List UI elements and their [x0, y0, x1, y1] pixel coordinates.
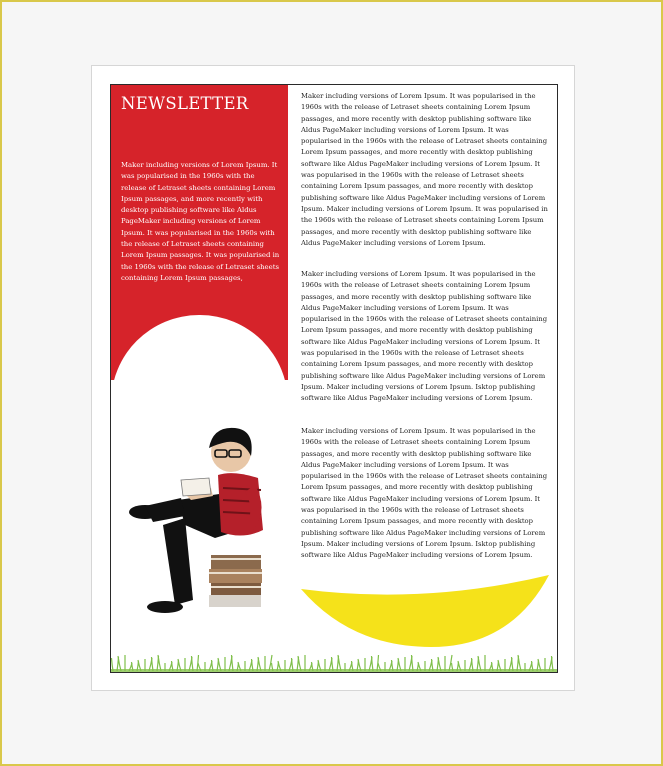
paragraph-text: Maker including versions of Lorem Ipsum. It was popularised in the 1960s with the release of Letraset sheets containing Lorem Ipsum passages, and more recently with desktop publishing software like Aldus PageMaker including versions of Lorem Ipsum. It was popularised in the 1960s with the release of Letraset sheets containing Lorem Ipsum passages, and more recently with desktop publishing software like Aldus PageMaker including versions of Lorem Ipsum. It was popularised in the 1960s with the release of Letraset sheets containing Lorem Ipsum passages, and more recently with desktop publishing software like Aldus PageMaker including versions of Lorem Ipsum. Maker including versions of Lorem Ipsum. It was popularised in the 1960s with the release of Letraset sheets containing Lorem Ipsum passages, and more recently with desktop publishing software like Aldus PageMaker including versions of Lorem Ipsum. — [301, 92, 548, 247]
boy-reading-on-books-illustration — [123, 400, 293, 615]
column-paragraph-3 — [301, 426, 548, 562]
yellow-smile-shape — [301, 575, 549, 655]
column-paragraph-2 — [301, 269, 548, 405]
paragraph-text: Maker including versions of Lorem Ipsum. It was popularised in the 1960s with the release of Letraset sheets containing Lorem Ipsum passages, and more recently with desktop publishing software like Aldus PageMaker including versions of Lorem Ipsum. It was popularised in the 1960s with the release of Letraset sheets containing Lorem Ipsum passages, and more recently with desktop publishing software like Aldus PageMaker including versions of Lorem Ipsum. It was popularised in the 1960s with the release of Letraset sheets containing Lorem Ipsum passages, and more recently with desktop publishing software like Aldus PageMaker including versions of Lorem Ipsum. Maker including versions of Lorem Ipsum. Isktop publishing software like Aldus PageMaker including versions of Lorem Ipsum. — [301, 427, 548, 560]
column-paragraph-1 — [301, 91, 548, 249]
newsletter-page — [91, 65, 575, 691]
page-inner-border — [110, 84, 558, 673]
grass-border — [111, 652, 557, 672]
newsletter-title: NEWSLETTER — [121, 94, 249, 113]
intro-text: Maker including versions of Lorem Ipsum. It was popularised in the 1960s with the release of Letraset sheets containing Lorem Ipsum passages, and more recently with desktop publishing software like Aldus PageMaker including versions of Lorem Ipsum. It was popularised in the 1960s with the release of Letraset sheets containing Lorem Ipsum passages. It was popularised in the 1960s with the release of Letraset sheets containing Lorem Ipsum passages, — [121, 161, 280, 282]
paragraph-text: Maker including versions of Lorem Ipsum. It was popularised in the 1960s with the release of Letraset sheets containing Lorem Ipsum passages, and more recently with desktop publishing software like Aldus PageMaker including versions of Lorem Ipsum. It was popularised in the 1960s with the release of Letraset sheets containing Lorem Ipsum passages, and more recently with desktop publishing software like Aldus PageMaker including versions of Lorem Ipsum. It was popularised in the 1960s with the release of Letraset sheets containing Lorem Ipsum passages, and more recently with desktop publishing software like Aldus PageMaker including versions of Lorem Ipsum. Maker including versions of Lorem Ipsum. Isktop publishing software like Aldus PageMaker including versions of Lorem Ipsum. — [301, 270, 548, 403]
